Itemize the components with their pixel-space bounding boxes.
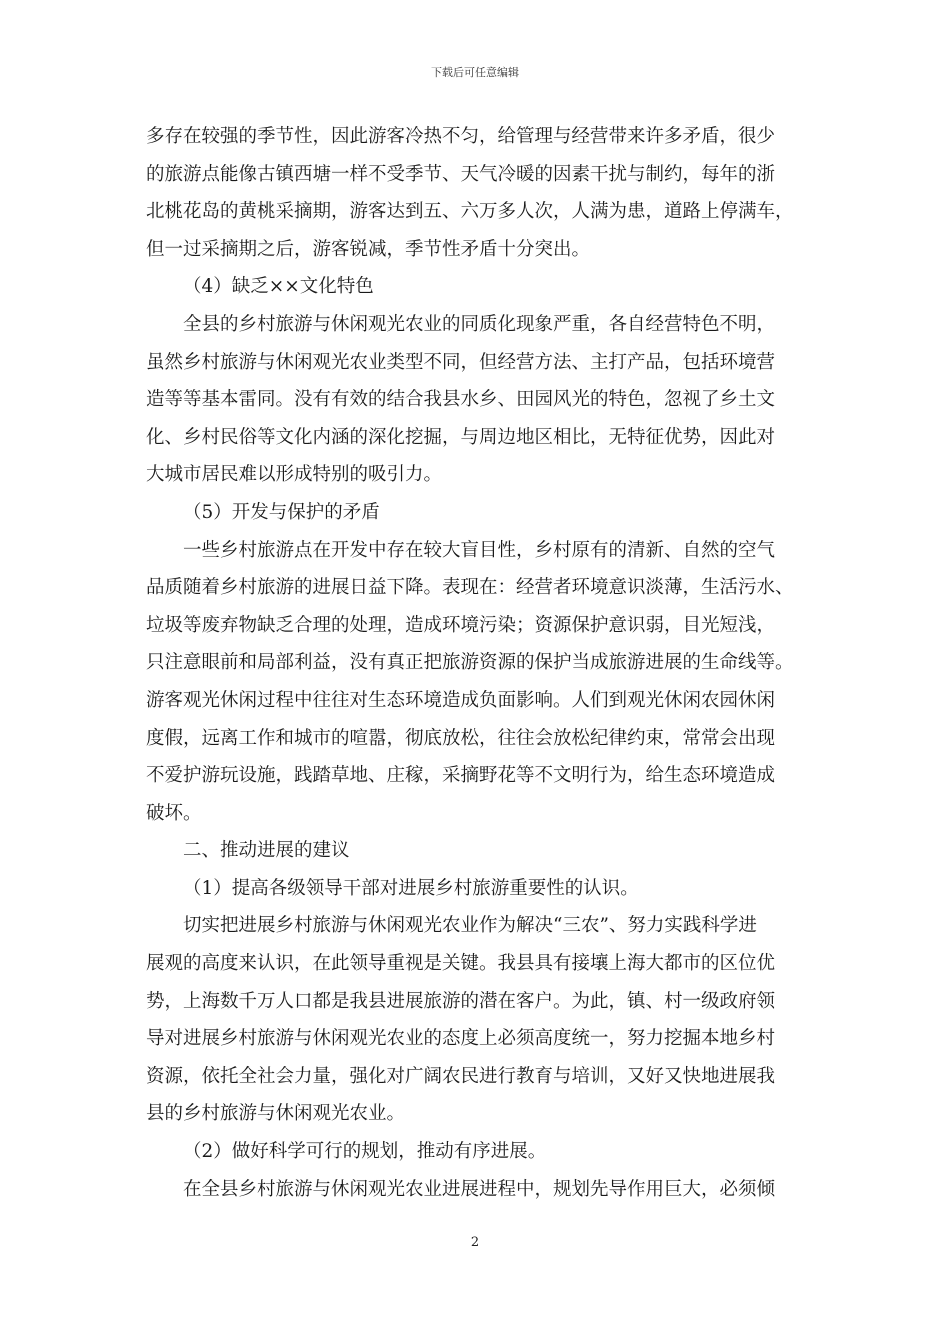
text-line: 势，上海数千万人口都是我县进展旅游的潜在客户。为此，镇、村一级政府领 [146, 990, 776, 1012]
paragraph-planning [146, 1171, 812, 1209]
subheading-text: （2）做好科学可行的规划，推动有序进展。 [183, 1141, 547, 1163]
text-line: 化、乡村民俗等文化内涵的深化挖掘，与周边地区相比，无特征优势，因此对 [146, 426, 776, 448]
paragraph-development-protection [146, 532, 812, 833]
subheading-4 [146, 268, 812, 306]
paragraph-leadership [146, 907, 812, 1133]
text-line: 垃圾等废弃物缺乏合理的处理，造成环境污染；资源保护意识弱，目光短浅， [146, 614, 776, 636]
text-line: 破坏。 [146, 802, 202, 824]
document-body [146, 118, 812, 1208]
text-line: 县的乡村旅游与休闲观光农业。 [146, 1103, 406, 1125]
text-line: 一些乡村旅游点在开发中存在较大盲目性，乡村原有的清新、自然的空气 [183, 539, 776, 561]
text-line: 游客观光休闲过程中往往对生态环境造成负面影响。人们到观光休闲农园休闲 [146, 689, 776, 711]
subheading-text: （4）缺乏××文化特色 [183, 276, 374, 298]
text-line: 品质随着乡村旅游的进展日益下降。表现在：经营者环境意识淡薄，生活污水、 [146, 577, 794, 599]
section-heading-text: 二、推动进展的建议 [183, 840, 350, 862]
paragraph-seasonality [146, 118, 812, 268]
subheading-5 [146, 494, 812, 532]
section-heading-2 [146, 832, 812, 870]
text-line: 造等等基本雷同。没有有效的结合我县水乡、田园风光的特色，忽视了乡土文 [146, 389, 776, 411]
text-line: 但一过采摘期之后，游客锐减，季节性矛盾十分突出。 [146, 238, 591, 260]
subheading-2-2 [146, 1133, 812, 1171]
page-header: 下载后可任意编辑 [431, 66, 519, 79]
text-line: 虽然乡村旅游与休闲观光农业类型不同，但经营方法、主打产品，包括环境营 [146, 351, 776, 373]
text-line: 的旅游点能像古镇西塘一样不受季节、天气冷暖的因素干扰与制约，每年的浙 [146, 163, 776, 185]
text-line: 导对进展乡村旅游与休闲观光农业的态度上必须高度统一，努力挖掘本地乡村 [146, 1028, 776, 1050]
text-line: 资源，依托全社会力量，强化对广阔农民进行教育与培训，又好又快地进展我 [146, 1065, 776, 1087]
text-line: 不爱护游玩设施，践踏草地、庄稼，采摘野花等不文明行为，给生态环境造成 [146, 765, 776, 787]
text-line: 全县的乡村旅游与休闲观光农业的同质化现象严重，各自经营特色不明， [183, 313, 776, 335]
text-line: 只注意眼前和局部利益，没有真正把旅游资源的保护当成旅游进展的生命线等。 [146, 652, 794, 674]
text-line: 度假，远离工作和城市的喧嚣，彻底放松，往往会放松纪律约束，常常会出现 [146, 727, 776, 749]
subheading-text: （5）开发与保护的矛盾 [183, 501, 380, 523]
paragraph-culture [146, 306, 812, 494]
text-line: 北桃花岛的黄桃采摘期，游客达到五、六万多人次，人满为患，道路上停满车， [146, 201, 794, 223]
text-line: 多存在较强的季节性，因此游客冷热不匀，给管理与经营带来许多矛盾，很少 [146, 126, 776, 147]
text-line: 大城市居民难以形成特别的吸引力。 [146, 464, 443, 486]
text-line: 展观的高度来认识，在此领导重视是关键。我县具有接壤上海大都市的区位优 [146, 953, 776, 975]
page-number: 2 [470, 1235, 480, 1250]
subheading-2-1 [146, 870, 812, 908]
subheading-text: （1）提高各级领导干部对进展乡村旅游重要性的认识。 [183, 877, 639, 899]
text-line: 切实把进展乡村旅游与休闲观光农业作为解决“三农”、努力实践科学进 [183, 915, 757, 937]
text-line: 在全县乡村旅游与休闲观光农业进展进程中，规划先导作用巨大，必须倾 [183, 1178, 776, 1200]
